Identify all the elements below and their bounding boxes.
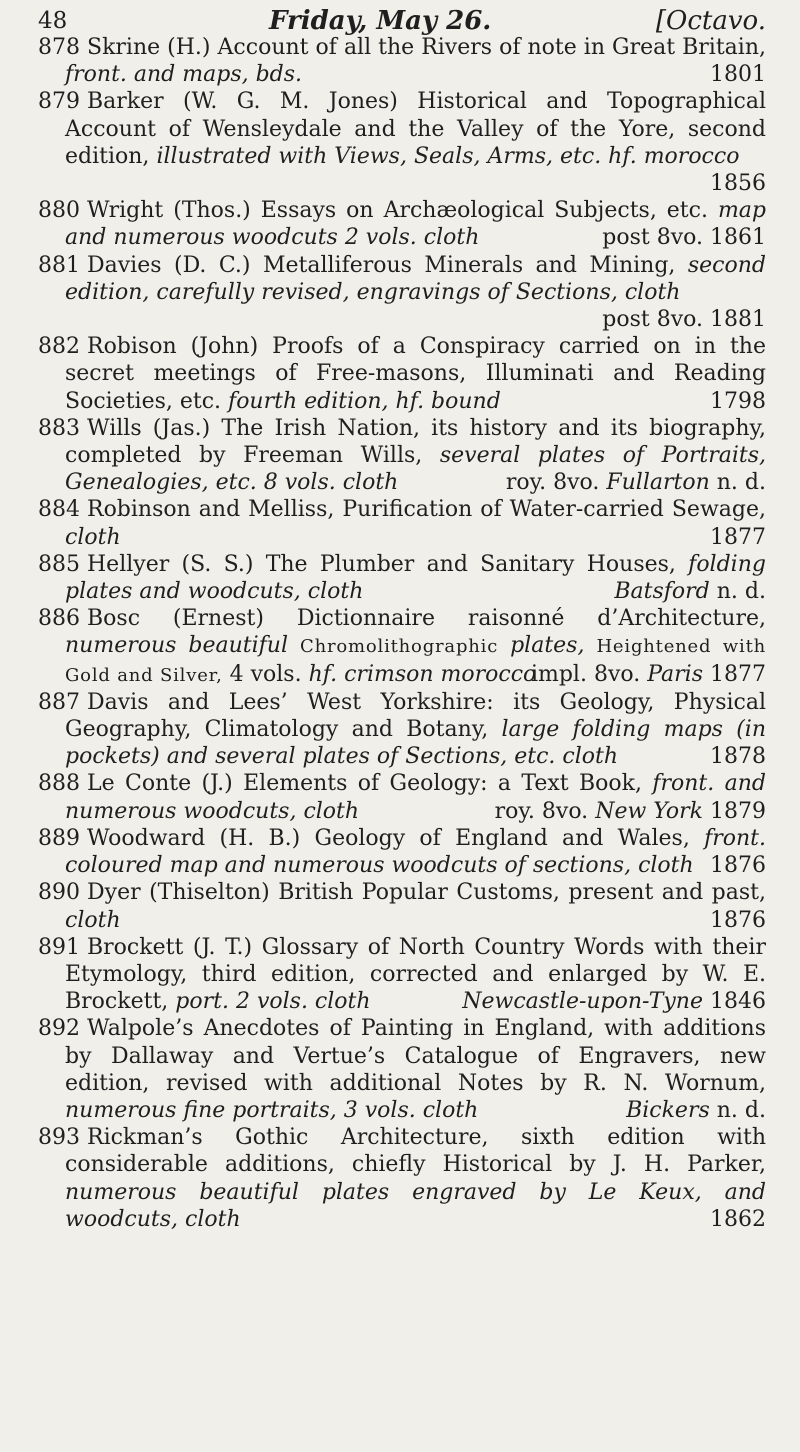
imprint: post 8vo. — [602, 225, 703, 251]
date: 1879 — [710, 798, 766, 824]
notes: several plates of Portraits, Genealogies, etc. 8 vols. cloth — [65, 443, 766, 496]
title: Glossary of North Country Words with their Etymology, third edition, corrected and enlarged by W. E. Brockett, — [65, 934, 766, 1015]
notes: port. 2 vols. cloth — [175, 989, 371, 1015]
smallcaps-note: Chromolithographic — [300, 636, 499, 658]
smallcaps-note: Heightened with Gold and Silver, — [65, 636, 766, 686]
title: Elements of Geology: a Text Book, — [243, 771, 642, 797]
catalogue-entry — [38, 770, 766, 824]
notes: large folding maps (in pockets) and several plates of Sections, etc. cloth — [65, 717, 766, 770]
notes: numerous fine portraits, 3 vols. cloth — [65, 1097, 479, 1123]
imprint-and-date — [505, 469, 766, 496]
date: 1846 — [710, 989, 766, 1015]
author: Rickman’s — [87, 1125, 203, 1151]
catalogue-entry — [38, 934, 766, 1016]
title: Dictionnaire raisonné d’Architecture, — [296, 606, 766, 632]
catalogue-entry — [38, 496, 766, 550]
date: n. d. — [716, 1097, 766, 1123]
imprint: roy. 8vo. — [494, 798, 589, 824]
date: 1798 — [710, 388, 766, 414]
publisher-and-date — [614, 578, 766, 605]
title: Gothic Architecture, sixth edition with considerable additions, chiefly Historical by J. H. Parker, — [65, 1125, 766, 1178]
notes: cloth — [65, 907, 121, 933]
place-and-date — [462, 988, 766, 1015]
imprint-and-date — [602, 224, 766, 251]
catalogue-entry — [38, 605, 766, 689]
page-number: 48 — [38, 8, 68, 34]
author: Wills (Jas.) — [87, 415, 211, 441]
author: Wright (Thos.) — [87, 198, 251, 224]
publisher: Fullarton — [606, 470, 710, 496]
title: Anecdotes of Painting in England, with additions by Dallaway and Vertue’s Catalogue of Engravers, new edition, revised with additional Notes by R. N. Wornum, — [65, 1016, 766, 1096]
lot-number: 882 — [38, 334, 80, 360]
catalogue-entry — [38, 1124, 766, 1233]
lot-number: 880 — [38, 198, 80, 224]
author: Walpole’s — [87, 1016, 194, 1042]
catalogue-entry — [38, 197, 766, 251]
date: 1877 — [710, 661, 766, 687]
place: Newcastle-upon-Tyne — [462, 989, 703, 1015]
lot-number: 878 — [38, 35, 80, 60]
title: The Irish Nation, its history and its biography, completed by Freeman Wills, — [65, 415, 766, 469]
title: The Plumber and Sanitary Houses, — [265, 551, 676, 577]
notes: illustrated with Views, Seals, Arms, etc. hf. morocco — [156, 143, 740, 169]
publisher: Bickers — [626, 1097, 710, 1123]
date: n. d. — [716, 470, 766, 496]
lot-number: 888 — [38, 771, 80, 797]
title: Metalliferous Minerals and Mining, — [262, 252, 676, 278]
imprint: impl. 8vo. — [530, 661, 641, 687]
catalogue-entry — [38, 879, 766, 933]
binding: hf. crimson morocco — [308, 661, 537, 687]
catalogue-entry — [38, 825, 766, 879]
lot-number: 881 — [38, 252, 80, 278]
place: Paris — [647, 661, 703, 687]
volumes: 4 vols. — [229, 661, 302, 687]
author: Bosc (Ernest) — [87, 606, 264, 632]
imprint: post 8vo. — [602, 307, 703, 333]
catalogue-entry — [38, 415, 766, 497]
publisher: Batsford — [614, 579, 710, 605]
author: Robison (John) — [87, 334, 259, 360]
date: 1881 — [710, 307, 766, 333]
author: Woodward (H. B.) — [87, 825, 301, 851]
author: Robinson and Melliss, — [87, 497, 335, 523]
title: Geology of England and Wales, — [314, 825, 690, 851]
title: Proofs of a Conspiracy carried on in the secret meetings of Free-masons, Illuminati and Reading Societies, etc. — [65, 334, 766, 414]
catalogue-entry — [38, 1015, 766, 1124]
catalogue-entry — [38, 551, 766, 605]
notes: numerous beautiful plates engraved by Le Keux, and woodcuts, cloth — [65, 1179, 766, 1232]
title: West Yorkshire: its Geology, Physical Geography, Climatology and Botany, — [65, 689, 767, 743]
date: 1878 — [710, 744, 766, 770]
catalogue-entry — [38, 689, 766, 771]
lot-number: 885 — [38, 551, 80, 577]
author: Hellyer (S. S.) — [87, 551, 254, 577]
lot-number: 891 — [38, 934, 80, 960]
publisher-and-date — [626, 1097, 766, 1124]
author: Brockett (J. T.) — [87, 934, 253, 960]
imprint-and-date — [530, 661, 766, 688]
lot-number: 883 — [38, 415, 80, 441]
notes: map and numerous woodcuts 2 vols. cloth — [65, 198, 766, 251]
notes: folding plates and woodcuts, cloth — [65, 551, 766, 605]
date: n. d. — [716, 579, 766, 605]
notes: fourth edition, hf. bound — [228, 388, 501, 414]
imprint-and-date — [494, 798, 766, 825]
notes: plates, — [510, 633, 585, 659]
notes: front. coloured map and numerous woodcuts of sections, cloth — [65, 825, 767, 879]
sale-date: Friday, May 26. — [269, 6, 492, 36]
lot-number: 892 — [38, 1016, 80, 1042]
date: 1856 — [710, 171, 766, 197]
author: Barker (W. G. M. Jones) — [87, 89, 398, 115]
notes: second edition, carefully revised, engravings of Sections, cloth — [65, 252, 766, 305]
imprint: roy. 8vo. — [505, 470, 600, 496]
author: Dyer (Thiselton) — [87, 880, 270, 906]
place: New York — [595, 798, 703, 824]
author: Davies (D. C.) — [87, 252, 251, 278]
lot-number: 884 — [38, 497, 80, 523]
date: 1861 — [710, 225, 766, 251]
catalogue-entries — [38, 34, 766, 1233]
notes: front. and numerous woodcuts, cloth — [65, 771, 766, 824]
catalogue-entry — [38, 88, 766, 197]
notes: cloth — [65, 524, 121, 550]
date: 1862 — [710, 1206, 766, 1232]
format-heading: [Octavo. — [655, 6, 766, 36]
date: 1877 — [710, 524, 766, 550]
date: 1876 — [710, 907, 766, 933]
author: Skrine (H.) — [87, 35, 211, 60]
title: Purification of Water-carried Sewage, — [342, 497, 766, 523]
lot-number: 879 — [38, 89, 80, 115]
page-header — [38, 6, 766, 36]
lot-number: 890 — [38, 880, 80, 906]
lot-number: 893 — [38, 1125, 80, 1151]
title: British Popular Customs, present and past, — [278, 880, 766, 906]
title: Essays on Archæological Subjects, etc. — [260, 198, 708, 224]
lot-number: 889 — [38, 825, 80, 851]
title: Historical and Topographical Account of Wensleydale and the Valley of the Yore, second edition, — [65, 89, 766, 169]
imprint-and-date — [602, 306, 766, 333]
lot-number: 887 — [38, 689, 80, 715]
author: Davis and Lees’ — [87, 689, 288, 715]
lot-number: 886 — [38, 606, 80, 632]
notes: front. and maps, bds. — [65, 62, 303, 88]
title: Account of all the Rivers of note in Great Britain, — [217, 35, 766, 60]
catalogue-entry — [38, 333, 766, 415]
author: Le Conte (J.) — [87, 771, 233, 797]
date: 1801 — [710, 62, 766, 88]
date: 1876 — [710, 853, 766, 879]
catalogue-entry — [38, 252, 766, 334]
notes: numerous beautiful — [65, 633, 289, 659]
catalogue-entry — [38, 34, 766, 88]
